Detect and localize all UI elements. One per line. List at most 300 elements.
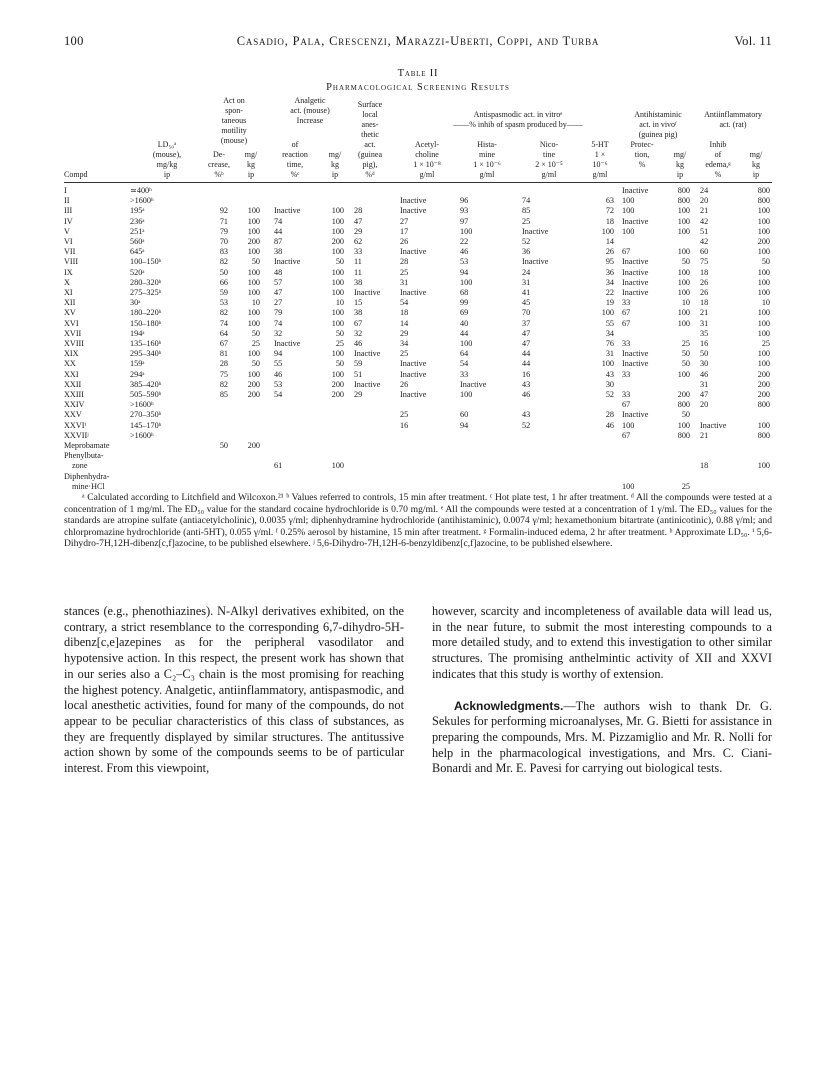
table-cell-ht: 30 [605, 379, 614, 389]
table-cell-ht: 76 [605, 339, 614, 348]
table-cell-inhib: 26 [700, 277, 709, 287]
table-cell-prot-dose: 10 [681, 298, 690, 308]
header-surface-anesthetic: (guinea [358, 150, 382, 159]
table-cell-inhib: 46 [700, 369, 709, 379]
table-cell-prot-dose: 25 [681, 481, 690, 491]
table-row-label: V [64, 226, 70, 236]
table-cell-surf: 29 [354, 226, 363, 236]
table-cell-ach: 29 [400, 328, 409, 338]
table-cell-prot-dose: 50 [681, 257, 690, 267]
table-cell-ht: 100 [601, 359, 614, 369]
table-cell-hist: 100 [460, 226, 473, 236]
table-cell-anal-dose: 100 [331, 247, 344, 257]
table-cell-ach: 25 [400, 410, 409, 420]
header-surface-anesthetic: pig), [362, 160, 378, 169]
header-analgetic-dose: ip [331, 170, 339, 179]
table-cell-mot-dose: 100 [247, 277, 260, 287]
table-cell-ld50: 150–180ʰ [130, 318, 162, 328]
table-cell-inhib-dose: 200 [757, 369, 770, 379]
table-cell-mot-dec: 67 [219, 339, 228, 348]
header-ld50: LD₅₀ᵃ [157, 140, 177, 149]
header-5ht: 5-HT [591, 140, 609, 149]
table-cell-ach: Inactive [400, 369, 427, 379]
table-cell-anal-dose: 25 [335, 339, 344, 348]
table-cell-anal: 87 [274, 237, 283, 246]
header-motility: (mouse) [220, 136, 248, 145]
table-cell-prot: 33 [622, 298, 631, 308]
table-cell-mot-dose: 10 [251, 298, 260, 308]
table-cell-prot: 100 [622, 226, 635, 236]
table-cell-ach: Inactive [400, 196, 427, 206]
table-cell-mot-dec: 53 [219, 298, 228, 308]
header-antihist-dose: mg/ [673, 150, 687, 159]
table-cell-nic: 25 [522, 216, 531, 226]
table-cell-inhib: 35 [700, 328, 709, 338]
table-cell-mot-dec: 59 [219, 288, 228, 297]
header-inhib-edema: Inhib [709, 140, 727, 149]
table-cell-anal: 46 [274, 369, 283, 379]
table-cell-hist: 54 [460, 359, 469, 369]
table-cell-ld50: 280–320ʰ [130, 277, 162, 287]
header-analgetic-dose: kg [331, 160, 339, 169]
table-cell-ht: 52 [605, 390, 614, 399]
table-cell-inhib-dose: 10 [761, 298, 770, 308]
table-cell-ht: 46 [605, 420, 614, 430]
header-analgetic-dose: mg/ [328, 150, 342, 159]
table-cell-prot-dose: 100 [677, 267, 690, 277]
table-cell-prot-dose: 50 [681, 349, 690, 359]
header-motility-decrease: De- [213, 150, 225, 159]
table-cell-anal-dose: 100 [331, 318, 344, 328]
header-protection: % [638, 160, 646, 169]
header-analgetic-time: of [291, 140, 299, 149]
table-cell-surf: 11 [354, 267, 362, 277]
table-cell-ld50: 294ᵃ [130, 369, 145, 379]
table-cell-mot-dec: 81 [219, 349, 228, 359]
table-cell-ach: 16 [400, 420, 409, 430]
table-cell-mot-dose: 100 [247, 247, 260, 257]
table-cell-inhib-dose: 800 [757, 430, 770, 440]
table-cell-nic: 31 [522, 277, 531, 287]
table-cell-hist: 94 [460, 267, 469, 277]
table-cell-nic: 46 [522, 390, 531, 399]
header-antihist-dose: ip [676, 170, 684, 179]
table-cell-inhib-dose: 100 [757, 359, 770, 369]
table-cell-anal: 94 [274, 349, 283, 359]
header-antihistaminic: Antihistaminic [634, 110, 682, 119]
table-cell-inhib-dose: 100 [757, 349, 770, 359]
table-cell-inhib: 20 [700, 196, 709, 206]
table-row-label: I [64, 186, 67, 195]
table-cell-inhib: 75 [700, 257, 709, 267]
table-cell-hist: 68 [460, 288, 469, 297]
table-cell-mot-dose: 100 [247, 349, 260, 359]
table-cell-hist: 60 [460, 410, 469, 420]
table-cell-prot-dose: 800 [677, 430, 690, 440]
table-cell-inhib: 21 [700, 308, 709, 318]
table-cell-nic: 16 [522, 369, 531, 379]
table-cell-surf: 59 [354, 359, 363, 369]
table-row-label: III [64, 206, 73, 216]
table-cell-anal: 38 [274, 247, 283, 257]
table-cell-inhib-dose: 50 [761, 257, 770, 267]
table-cell-ld50: >1600ʰ [130, 196, 154, 206]
table-cell-inhib: 26 [700, 288, 709, 297]
table-row-label: XXIV [64, 400, 85, 410]
table-cell-anal: 44 [274, 226, 283, 236]
table-cell-hist: 100 [460, 339, 473, 348]
header-surface-anesthetic: %ᵈ [365, 170, 375, 179]
table-row-label: VI [64, 237, 73, 246]
table-cell-prot: 100 [622, 481, 635, 491]
table-cell-prot: 67 [622, 430, 631, 440]
header-acetylcholine: Acetyl- [415, 140, 439, 149]
table-cell-anal: 27 [274, 298, 283, 308]
table-cell-inhib: 60 [700, 247, 709, 257]
header-inhib-edema: % [714, 170, 722, 179]
table-row-label: VII [64, 247, 76, 257]
table-cell-inhib-dose: 100 [757, 420, 770, 430]
table-cell-mot-dec: 71 [219, 216, 228, 226]
acknowledgments-heading: Acknowledgments. [454, 698, 564, 713]
table-footnotes: ᵃ Calculated according to Litchfield and Wilcoxon.²¹ ᵇ Values referred to controls, 15 min after treatment. ᶜ Hot plate test, 1 hr after treatment. ᵈ All the compounds were tested at a concentration of 1 mg/ml. The ED₅₀ value for the standard cocaine hydrochloride is 0.70 mg/ml. ᵉ All the compounds were tested at a concentration of 1 γ/ml. The ED₅₀ values for the standards are atropine sulfate (antiacetylcholinic), 0.0035 γ/ml; diphenhydramine hydrochloride (antihistaminic), 0.0074 γ/ml; hexamethonium bitartrate (antinicotinic), 0.88 γ/ml; and chlorpromazine hydrochloride (anti-5HT), 0.055 γ/ml. ᶠ 0.25% aerosol by histamine, 15 min after treatment. ᵍ Formalin-induced edema, 2 hr after treatment. ʰ Approximate LD₅₀. ⁱ 5,6-Dihydro-7H,12H-dibenz[c,f]azocine, to be published elsewhere. ʲ 5,6-Dihydro-7H,12H-6-benzyldibenz[c,f]azocine, to be published elsewhere. [64, 492, 772, 550]
table-cell-inhib-dose: 100 [757, 308, 770, 318]
table-cell-surf: 62 [354, 237, 363, 246]
header-antiinfl-dose: mg/ [749, 150, 763, 159]
header-surface-anesthetic: local [362, 110, 378, 119]
table-cell-prot: 33 [622, 339, 631, 348]
table-row-label: XXI [64, 369, 79, 379]
table-cell-ach: 14 [400, 318, 409, 328]
header-5ht: g/ml [592, 170, 608, 179]
screening-table [64, 96, 772, 508]
table-cell-mot-dose: 100 [247, 267, 260, 277]
table-row-label: XVIII [64, 339, 85, 348]
table-cell-anal-dose: 100 [331, 369, 344, 379]
table-cell-ld50: >1600ʰ [130, 400, 154, 410]
table-row-label: XXII [64, 379, 82, 389]
table-cell-inhib-dose: 800 [757, 196, 770, 206]
table-cell-hist: Inactive [460, 379, 487, 389]
table-cell-hist: 46 [460, 247, 469, 257]
table-cell-mot-dec: 64 [219, 328, 228, 338]
table-cell-prot-dose: 100 [677, 247, 690, 257]
header-motility: spon- [225, 106, 243, 115]
table-cell-ht: 43 [605, 369, 614, 379]
table-cell-prot: Inactive [622, 410, 649, 420]
table-cell-ld50: 251ᵃ [130, 226, 145, 236]
header-5ht: 1 × [594, 150, 606, 159]
table-cell-nic: 43 [522, 410, 531, 420]
table-cell-nic: 43 [522, 379, 531, 389]
body-column-left [64, 604, 404, 777]
table-cell-ht: 22 [605, 288, 614, 297]
table-cell-ach: Inactive [400, 206, 427, 216]
table-cell-prot-dose: 100 [677, 206, 690, 216]
table-row-label: II [64, 196, 70, 206]
table-cell-ach: Inactive [400, 247, 427, 257]
table-cell-inhib-dose: 100 [757, 247, 770, 257]
table-cell-ld50: 270–350ʰ [130, 410, 162, 420]
table-cell-nic: 70 [522, 308, 531, 318]
table-cell-inhib: 30 [700, 359, 709, 369]
table-cell-inhib-dose: 100 [757, 277, 770, 287]
table-cell-anal: 74 [274, 318, 283, 328]
header-acetylcholine: choline [415, 150, 439, 159]
table-cell-anal-dose: 100 [331, 206, 344, 216]
header-histamine: Hista- [477, 140, 497, 149]
table-cell-inhib-dose: 100 [757, 318, 770, 328]
table-row-label: Diphenhydra- [64, 471, 110, 481]
table-cell-ht: 55 [605, 318, 614, 328]
table-cell-mot-dec: 82 [219, 308, 228, 318]
header-motility-dose: ip [247, 170, 255, 179]
table-row-label: VIII [64, 257, 79, 267]
table-cell-anal-dose: 10 [335, 298, 344, 308]
table-cell-hist: 64 [460, 349, 469, 359]
table-cell-mot-dose: 200 [247, 237, 260, 246]
table-cell-surf: 28 [354, 206, 363, 216]
table-cell-ht: 63 [605, 196, 614, 206]
table-cell-inhib: 20 [700, 400, 709, 410]
table-cell-prot: 100 [622, 196, 635, 206]
table-cell-mot-dec: 85 [219, 390, 228, 399]
table-cell-anal: 74 [274, 216, 283, 226]
table-cell-nic: 47 [522, 328, 531, 338]
table-cell-hist: 53 [460, 257, 469, 267]
table-cell-nic: 44 [522, 349, 531, 359]
header-antispasmodic: Antispasmodic act. in vitroᵉ [473, 110, 563, 119]
table-row-label: XXVIⁱ [64, 420, 87, 430]
table-cell-mot-dose: 50 [251, 328, 260, 338]
table-cell-surf: 15 [354, 298, 363, 308]
header-motility-dose: kg [247, 160, 255, 169]
table-cell-surf: 38 [354, 277, 363, 287]
table-cell-inhib: 18 [700, 461, 709, 471]
table-cell-prot-dose: 100 [677, 308, 690, 318]
body-paragraph: stances (e.g., phenothiazines). N-Alkyl derivatives exhibited, on the contrary, a strict resemblance to the corresponding 6,7-dihydro-5H-dibenz[c,e]azepines as for the peripheral vasodilator and hypotensive action. In this respect, the present work has shown that in our series also a C₂–C₃ chain is the most promising for reaching the highest potency. Analgetic, antiinflammatory, antispasmodic, and local anesthetic activities, found for many of the compounds, do not appear to be peculiar characteristics of this class of substances, as they are frequently displayed by similar structures. The antitussive action shown by some of the compounds seems to be of particular interest. From this viewpoint, [64, 604, 404, 776]
table-cell-prot-dose: 25 [681, 339, 690, 348]
table-cell-inhib: 21 [700, 206, 709, 216]
header-antihistaminic: act. in vivoᶠ [639, 120, 677, 129]
header-motility-decrease: crease, [208, 160, 230, 169]
running-head [64, 34, 772, 50]
table-cell-anal-dose: 200 [331, 237, 344, 246]
table-cell-prot: 67 [622, 318, 631, 328]
header-surface-anesthetic: act. [364, 140, 376, 149]
table-cell-prot: Inactive [622, 359, 649, 369]
table-cell-nic: 52 [522, 420, 531, 430]
table-cell-nic: 85 [522, 206, 531, 216]
table-cell-nic: 45 [522, 298, 531, 308]
acknowledgments-paragraph [432, 699, 772, 778]
table-cell-hist: 22 [460, 237, 469, 246]
table-cell-prot: 33 [622, 369, 631, 379]
header-acetylcholine: 1 × 10⁻⁸ [413, 160, 441, 169]
table-cell-nic: 52 [522, 237, 531, 246]
table-cell-prot-dose: 800 [677, 400, 690, 410]
table-cell-ach: 54 [400, 298, 409, 308]
table-cell-anal: 79 [274, 308, 283, 318]
table-cell-nic: 44 [522, 359, 531, 369]
table-header-rule [64, 182, 772, 183]
table-cell-ht: 36 [605, 267, 614, 277]
table-cell-prot-dose: 100 [677, 277, 690, 287]
header-analgetic: act. (mouse) [290, 106, 330, 115]
table-cell-mot-dec: 66 [219, 277, 228, 287]
table-cell-nic: 74 [522, 196, 531, 206]
table-cell-ach: Inactive [400, 288, 427, 297]
table-cell-inhib: 18 [700, 298, 709, 308]
table-cell-inhib-dose: 200 [757, 390, 770, 399]
table-cell-surf: 38 [354, 308, 363, 318]
body-column-right [432, 604, 772, 777]
table-cell-mot-dec: 70 [219, 237, 228, 246]
table-cell-inhib: 31 [700, 379, 709, 389]
table-row-label: Meprobamate [64, 441, 110, 450]
table-cell-anal-dose: 100 [331, 461, 344, 471]
header-analgetic: Increase [296, 116, 324, 125]
table-cell-anal: 61 [274, 461, 283, 471]
table-cell-surf: 67 [354, 318, 363, 328]
table-cell-inhib-dose: 200 [757, 237, 770, 246]
table-cell-anal-dose: 200 [331, 379, 344, 389]
table-cell-prot: 100 [622, 420, 635, 430]
table-cell-prot-dose: 200 [677, 390, 690, 399]
table-cell-prot-dose: 50 [681, 359, 690, 369]
table-cell-mot-dose: 200 [247, 390, 260, 399]
table-cell-ach: Inactive [400, 390, 427, 399]
table-row-label: XII [64, 298, 76, 308]
table-cell-anal: 48 [274, 267, 283, 277]
header-analgetic-time: reaction [282, 150, 308, 159]
header-nicotine: g/ml [541, 170, 557, 179]
table-cell-prot: 67 [622, 400, 631, 410]
table-cell-anal-dose: 100 [331, 349, 344, 359]
table-cell-inhib-dose: 200 [757, 379, 770, 389]
table-cell-hist: 44 [460, 328, 469, 338]
table-cell-ach: 18 [400, 308, 409, 318]
table-cell-ld50: 236ᵃ [130, 216, 145, 226]
table-cell-surf: 47 [354, 216, 363, 226]
table-cell-mot-dose: 200 [247, 441, 260, 450]
body-paragraph: however, scarcity and incompleteness of available data will lead us, in the near future, to submit the most interesting compounds to a more detailed study, and to extend this investigation to other similar structures. The promising anthelmintic activity of XII and XXVI indicates that this study is worthy of extension. [432, 604, 772, 681]
table-cell-prot: Inactive [622, 288, 649, 297]
header-antispasmodic-sub: ——% inhib of spasm produced by—— [453, 120, 583, 129]
header-compd: Compd [64, 170, 88, 179]
table-row-label: Phenylbuta- [64, 451, 104, 461]
table-cell-anal-dose: 50 [335, 257, 344, 267]
table-cell-ht: 19 [605, 298, 614, 308]
table-cell-hist: 99 [460, 298, 469, 308]
table-cell-anal-dose: 50 [335, 359, 344, 369]
table-cell-anal-dose: 100 [331, 267, 344, 277]
table-title: Pharmacological Screening Results [326, 82, 510, 93]
table-row-label: XI [64, 288, 73, 297]
table-cell-hist: 33 [460, 369, 469, 379]
table-cell-surf: Inactive [354, 349, 381, 359]
table-cell-ht: 28 [605, 410, 614, 420]
table-cell-inhib-dose: 100 [757, 216, 770, 226]
table-cell-anal: 57 [274, 277, 283, 287]
table-row-label: XX [64, 359, 76, 369]
table-cell-hist: 93 [460, 206, 469, 216]
table-cell-ld50: 385–420ʰ [130, 379, 162, 389]
table-cell-prot-dose: 100 [677, 420, 690, 430]
table-cell-inhib-dose: 100 [757, 267, 770, 277]
table-cell-hist: 97 [460, 216, 469, 226]
table-cell-nic: 47 [522, 339, 531, 348]
header-motility: Act on [223, 96, 245, 105]
table-cell-prot-dose: 50 [681, 410, 690, 420]
table-cell-prot: Inactive [622, 257, 649, 267]
table-cell-inhib: 16 [700, 339, 709, 348]
table-cell-ht: 100 [601, 308, 614, 318]
table-cell-mot-dose: 100 [247, 206, 260, 216]
table-cell-mot-dose: 100 [247, 369, 260, 379]
table-cell-mot-dec: 83 [219, 247, 228, 257]
table-cell-ach: 26 [400, 379, 409, 389]
table-row-label: mine·HCl [72, 481, 105, 491]
table-row-label: X [64, 277, 70, 287]
table-cell-ach: 25 [400, 349, 409, 359]
header-ld50: ip [163, 170, 171, 179]
table-cell-ht: 34 [605, 328, 614, 338]
table-cell-nic: 36 [522, 247, 531, 257]
table-cell-mot-dose: 50 [251, 257, 260, 267]
table-cell-ach: 34 [400, 339, 409, 348]
table-cell-prot: Inactive [622, 277, 649, 287]
header-motility: motility [221, 126, 247, 135]
table-cell-mot-dec: 74 [219, 318, 228, 328]
table-cell-ach: 26 [400, 237, 409, 246]
table-cell-inhib-dose: 800 [757, 186, 770, 195]
table-cell-anal-dose: 100 [331, 308, 344, 318]
table-cell-anal-dose: 100 [331, 226, 344, 236]
table-cell-inhib: 50 [700, 349, 709, 359]
table-cell-hist: 94 [460, 420, 469, 430]
table-row-label: XV [64, 308, 76, 318]
table-cell-mot-dec: 82 [219, 257, 228, 267]
table-row-label: XVI [64, 318, 79, 328]
table-cell-anal-dose: 100 [331, 277, 344, 287]
table-row-label: XXVIIʲ [64, 430, 89, 440]
table-cell-ht: 14 [605, 237, 614, 246]
table-cell-inhib: 42 [700, 237, 709, 246]
table-cell-hist: 100 [460, 390, 473, 399]
table-cell-anal-dose: 100 [331, 288, 344, 297]
table-cell-surf: 11 [354, 257, 362, 267]
table-cell-ld50: 145–170ʰ [130, 420, 162, 430]
table-cell-ld50: 295–340ʰ [130, 349, 162, 359]
header-nicotine: tine [543, 150, 555, 159]
header-histamine: 1 × 10⁻⁶ [473, 160, 501, 169]
table-cell-anal-dose: 100 [331, 216, 344, 226]
header-protection: Protec- [630, 140, 654, 149]
header-ld50: mg/kg [156, 160, 178, 169]
table-cell-nic: 24 [522, 267, 531, 277]
table-cell-ld50: 135–160ʰ [130, 339, 162, 348]
table-cell-surf: 46 [354, 339, 363, 348]
table-cell-inhib: 51 [700, 226, 709, 236]
table-label: Table II [397, 68, 439, 79]
table-cell-ld50: 560ᵃ [130, 237, 145, 246]
header-analgetic: Analgetic [294, 96, 326, 105]
table-cell-prot-dose: 100 [677, 226, 690, 236]
table-cell-prot-dose: 800 [677, 196, 690, 206]
table-cell-prot: Inactive [622, 216, 649, 226]
table-cell-mot-dec: 82 [219, 379, 228, 389]
